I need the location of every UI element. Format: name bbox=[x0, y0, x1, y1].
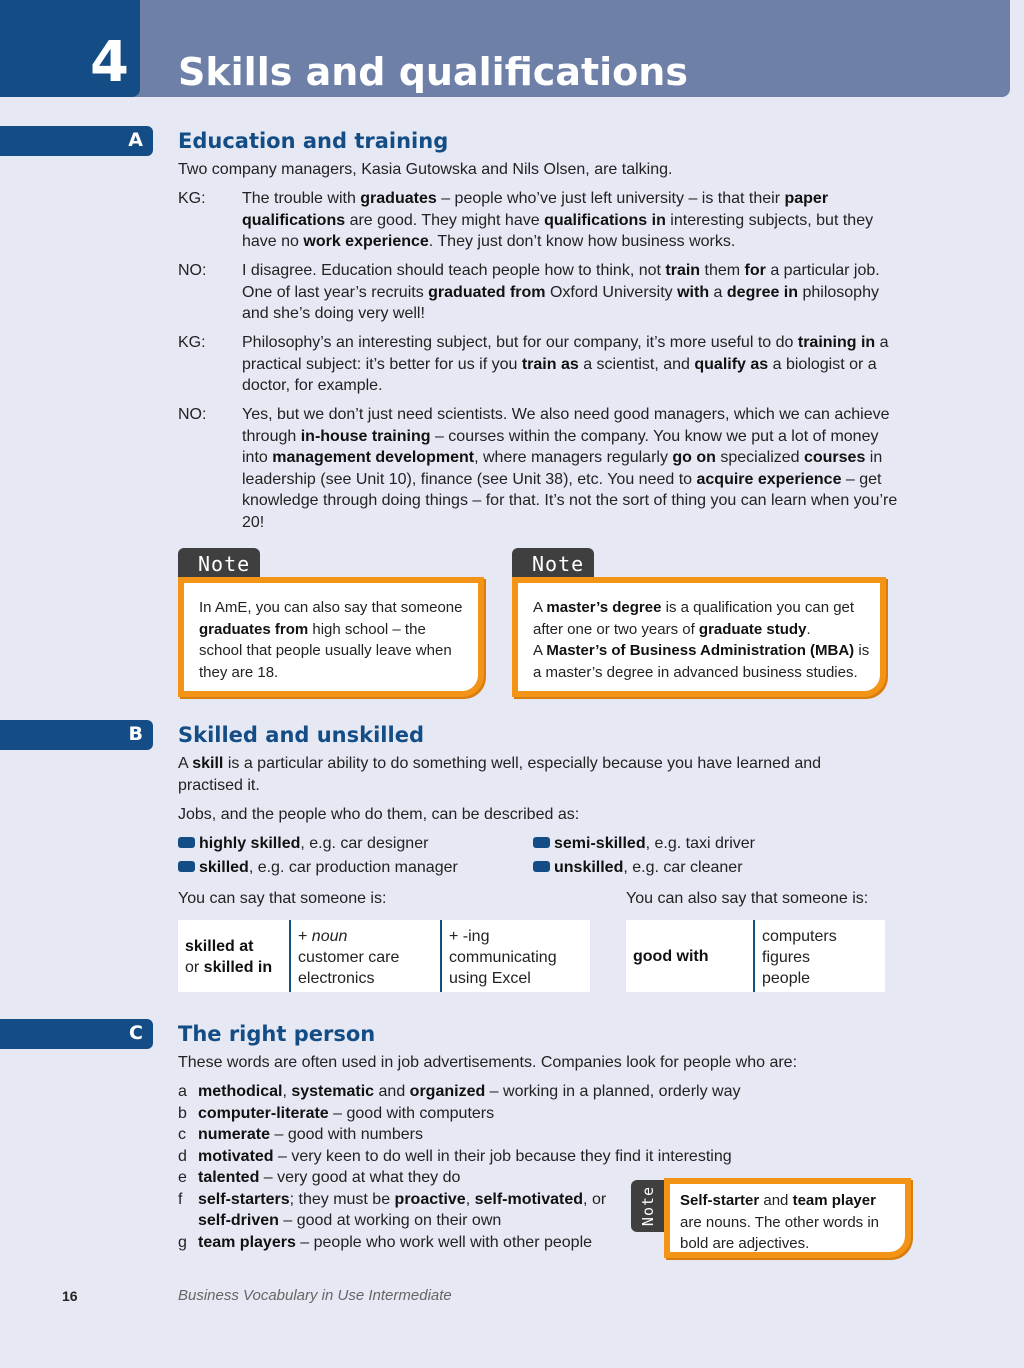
skill-level-item bbox=[178, 833, 428, 855]
note-tab-label: Note bbox=[638, 1185, 657, 1227]
table-cell: + noun customer care electronics bbox=[289, 920, 440, 992]
section-b-title: Skilled and unskilled bbox=[178, 723, 424, 747]
section-a-intro: Two company managers, Kasia Gutowska and Nils Olsen, are talking. bbox=[178, 161, 673, 178]
skill-level-item bbox=[533, 857, 743, 879]
skill-level-item bbox=[533, 833, 755, 855]
skill-level-text: skilled, e.g. car production manager bbox=[199, 859, 458, 876]
note-tab: Note bbox=[178, 548, 260, 578]
list-item bbox=[178, 1103, 858, 1125]
bullet-icon bbox=[178, 837, 195, 848]
list-item-text: motivated – very keen to do well in their job because they find it interesting bbox=[198, 1147, 732, 1165]
dialogue-speaker: NO: bbox=[178, 262, 207, 279]
note-tab: Note bbox=[512, 548, 594, 578]
section-a-letter: A bbox=[128, 129, 143, 151]
section-c-intro: These words are often used in job advertisements. Companies look for people who are: bbox=[178, 1054, 798, 1071]
note-box-nouns: Self-starter and team player are nouns. The other words in bold are adjectives. bbox=[664, 1178, 911, 1258]
jobs-intro: Jobs, and the people who do them, can be described as: bbox=[178, 806, 580, 823]
note-box-ame: In AmE, you can also say that someone graduates from high school – the school that people usually leave when they are 18. bbox=[178, 577, 484, 697]
skill-level-text: unskilled, e.g. car cleaner bbox=[554, 859, 743, 876]
list-item-label: e bbox=[178, 1169, 187, 1186]
skill-level-item bbox=[178, 857, 458, 879]
note-tab-vertical bbox=[631, 1180, 664, 1232]
table-cell: + -ing communicating using Excel bbox=[440, 920, 590, 992]
list-item bbox=[178, 1081, 858, 1103]
say-right: You can also say that someone is: bbox=[626, 890, 869, 907]
list-item bbox=[178, 1124, 858, 1146]
table-cell: good with bbox=[633, 948, 709, 965]
bullet-icon bbox=[533, 837, 550, 848]
list-item-text: team players – people who work well with other people bbox=[198, 1233, 593, 1251]
list-item-label: a bbox=[178, 1083, 187, 1100]
table-cell: computers figures people bbox=[753, 920, 885, 992]
say-left: You can say that someone is: bbox=[178, 890, 387, 907]
skill-level-text: highly skilled, e.g. car designer bbox=[199, 835, 429, 852]
list-item-text: talented – very good at what they do bbox=[198, 1169, 461, 1186]
skill-level-text: semi-skilled, e.g. taxi driver bbox=[554, 835, 755, 852]
list-item-label: c bbox=[178, 1126, 186, 1143]
section-a-title: Education and training bbox=[178, 129, 449, 153]
skilled-at-table bbox=[178, 920, 590, 992]
list-item-text: methodical, systematic and organized – working in a planned, orderly way bbox=[198, 1083, 741, 1100]
section-b-letter: B bbox=[128, 723, 143, 745]
list-item-label: b bbox=[178, 1104, 187, 1122]
list-item bbox=[178, 1146, 858, 1168]
list-item-text: self-starters; they must be proactive, self-motivated, or self-driven – good at working on their own bbox=[198, 1190, 607, 1229]
page-number: 16 bbox=[62, 1288, 78, 1304]
list-item-label: g bbox=[178, 1233, 187, 1251]
section-a-tab bbox=[0, 126, 153, 156]
list-item bbox=[178, 1232, 638, 1254]
table-cell: skilled at or skilled in bbox=[185, 938, 273, 976]
list-item-text: computer-literate – good with computers bbox=[198, 1104, 495, 1122]
dialogue-line: Philosophy’s an interesting subject, but for our company, it’s more useful to do training in a practical subject: it’s better for us if you train as a scientist, and qualify as a biologist or a doctor, for example. bbox=[242, 334, 889, 394]
bullet-icon bbox=[178, 861, 195, 872]
dialogue-line: I disagree. Education should teach people how to think, not train them for a particular job. One of last year’s recruits graduated from Oxford University with a degree in philosophy and she’s doing very well! bbox=[242, 262, 880, 322]
dialogue-line: The trouble with graduates – people who’ve just left university – is that their paper qualifications are good. They might have qualifications in interesting subjects, but they have no work experience. They just don’t know how business works. bbox=[242, 190, 874, 250]
note-box-masters: A master’s degree is a qualification you can get after one or two years of graduate study. A Master’s of Business Administration (MBA) is a master’s degree in advanced business studies. bbox=[512, 577, 886, 697]
bullet-icon bbox=[533, 861, 550, 872]
list-item bbox=[178, 1189, 628, 1232]
section-b-tab bbox=[0, 720, 153, 750]
dialogue-speaker: KG: bbox=[178, 190, 206, 207]
unit-number: 4 bbox=[90, 30, 129, 95]
section-b-intro: A skill is a particular ability to do something well, especially because you have learned and practised it. bbox=[178, 755, 822, 794]
section-c-tab bbox=[0, 1019, 153, 1049]
unit-title: Skills and qualifications bbox=[178, 50, 688, 94]
dialogue-speaker: NO: bbox=[178, 406, 207, 423]
good-with-table bbox=[626, 920, 885, 992]
list-item-label: f bbox=[178, 1190, 183, 1208]
book-title: Business Vocabulary in Use Intermediate bbox=[178, 1287, 452, 1304]
section-c-letter: C bbox=[129, 1022, 143, 1044]
dialogue-speaker: KG: bbox=[178, 334, 206, 351]
section-c-title: The right person bbox=[178, 1022, 376, 1046]
list-item-label: d bbox=[178, 1147, 187, 1165]
dialogue-line: Yes, but we don’t just need scientists. We also need good managers, which we can achieve through in-house training – courses within the company. You know we put a lot of money into management development, where managers regularly go on specialized courses in leadership (see Unit 10), finance (see Unit 38), etc. You need to acquire experience – get knowledge through doing things – for that. It’s not the sort of thing you can learn when you’re 20! bbox=[242, 406, 898, 531]
list-item-text: numerate – good with numbers bbox=[198, 1126, 424, 1143]
